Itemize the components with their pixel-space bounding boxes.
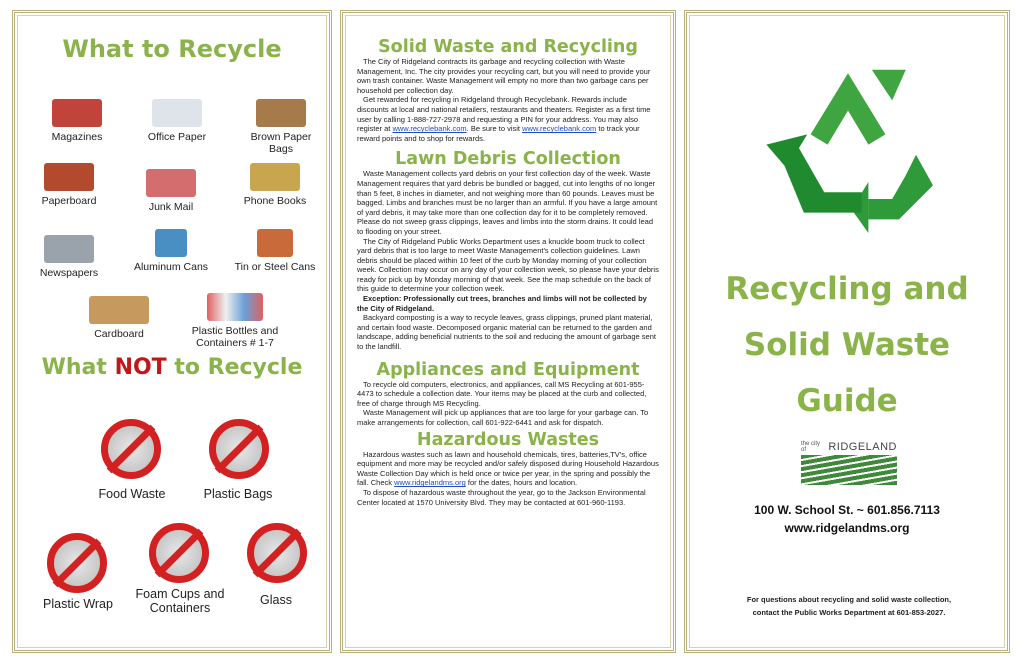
recycle-item: Paperboard [19,163,119,207]
right-panel [684,10,1010,653]
what-not-to-recycle-title: What NOT to Recycle [41,355,303,380]
no-sign-icon [149,523,209,583]
hazardous-title: Hazardous Wastes [416,429,600,450]
recycle-item: Office Paper [127,99,227,143]
not-item-label: Foam Cups and Containers [135,587,225,615]
contact-footer: For questions about recycling and solid waste collection, contact the Public Works Department at 601-853-2027. [746,595,952,617]
recycle-item: Phone Books [225,163,325,207]
recycle-item: Brown Paper Bags [231,99,331,155]
no-sign-icon [247,523,307,583]
junk-mail-icon [146,169,196,197]
newspapers-icon [44,235,94,263]
recycle-icon [763,63,933,233]
recycle-item: Tin or Steel Cans [225,229,325,273]
no-sign-icon [101,419,161,479]
recyclebank-link[interactable]: www.recyclebank.com [522,124,597,134]
ridgeland-link[interactable]: www.ridgelandms.org [394,478,466,488]
appliances-title: Appliances and Equipment [376,359,640,380]
cardboard-icon [89,296,149,324]
brown-bags-icon [256,99,306,127]
no-sign-icon [209,419,269,479]
recycle-item: Magazines [27,99,127,143]
phone-books-icon [250,163,300,191]
appliances-text: To recycle old computers, electronics, and appliances, call MS Recycling at 601-955-4473 to schedule a collection date. Your items may be placed at the curb and collected, free of charge through MS Recycling. Waste Management will pick up appliances that are too large for your garbage can. To make arrangements for collection, call 601-922-6441 and ask for dispatch. [357,379,649,427]
recycle-item: Plastic Bottles and Containers # 1-7 [175,293,295,349]
not-item-label: Plastic Wrap [43,597,113,611]
recycle-item: Cardboard [69,296,169,340]
guide-title: Recycling and Solid Waste Guide [725,271,969,419]
what-to-recycle-title: What to Recycle [62,35,282,63]
address: 100 W. School St. ~ 601.856.7113 [754,503,940,517]
magazines-icon [52,99,102,127]
middle-panel [340,10,676,653]
lawn-debris-title: Lawn Debris Collection [395,149,621,170]
solid-waste-title: Solid Waste and Recycling [378,37,638,57]
paperboard-icon [44,163,94,191]
recycle-item: Newspapers [19,235,119,279]
website[interactable]: www.ridgelandms.org [784,521,910,535]
no-sign-icon [47,533,107,593]
recycle-item: Aluminum Cans [121,229,221,273]
recyclebank-link[interactable]: www.recyclebank.com [392,124,467,134]
ridgeland-logo: the city of RIDGELAND [801,441,897,485]
hazardous-text: Hazardous wastes such as lawn and household chemicals, tires, batteries,TV's, office equipment and more may be recycled and/or safely disposed during Household Hazardous Waste Collection Day which is held once or twice per year, in the spring and possibly the fall. Check www.ridgelandms.org for the dates, hours and location. To dispose of hazardous waste throughout the year, go to the Jackson Environmental Center located at 1570 University Blvd. They may be contacted at 601-960-1193. [357,449,659,507]
not-item-label: Food Waste [98,487,166,501]
office-paper-icon [152,99,202,127]
lawn-debris-text: Waste Management collects yard debris on your first collection day of the week. Waste Management requires that yard debris be bundled or bagged, cut into lengths of no longer than 5 feet, 8 inches in diameter, and not weighing more than 60 pounds. Leaves must be bagged. Limbs and branches must be no larger than an armful. If you have a large amount of yard debris, it may take more than one collection day for it to be completely removed. Please do not sweep grass clippings, leaves and limbs into the storm drains. It could lead to flooding on your street. The City of Ridgeland Public Works Department uses a knuckle boom truck to collect yard debris that is too large to meet Waste Management's collection guidelines. Lawn debris should be placed within 10 feet of the curb by Monday morning of your collection week. Collection may occur on any day of your collection week, so please have your debris ready for pick up by Monday morning of that week. See the map schedule on the back of this guide to determine your collection week. Exception: Professionally cut trees, branches and limbs will not be collected by the City of Ridgeland. Backyard composting is a way to recycle leaves, grass clippings, pruned plant material, and certain food waste. Decomposed organic material can be returned to the garden and landscape, adding beneficial nutrients to the soil and reducing the amount of garbage sent to the landfill. [357,169,659,352]
not-item-label: Glass [260,593,292,607]
solid-waste-text: The City of Ridgeland contracts its garbage and recycling collection with Waste Management, Inc. The city provides your recycling cart, but you will need to provide your own trash container. Waste Management will empty no more than two garbage cans per household per collection day. Get rewarded for recycling in Ridgeland through Recyclebank. Rewards include discounts at local and national retailers, restaurants and theaters. Register as a first time user by calling 1-888-727-2978 and requesting a PIN for your address. You may also register at www.recyclebank.com. Be sure to visit www.recyclebank.com to track your reward points and to shop for rewards. [357,57,651,143]
aluminum-cans-icon [155,229,187,257]
recycle-item: Junk Mail [121,169,221,213]
left-panel [12,10,332,653]
not-item-label: Plastic Bags [203,487,273,501]
plastic-bottles-icon [207,293,263,321]
tin-cans-icon [257,229,293,257]
